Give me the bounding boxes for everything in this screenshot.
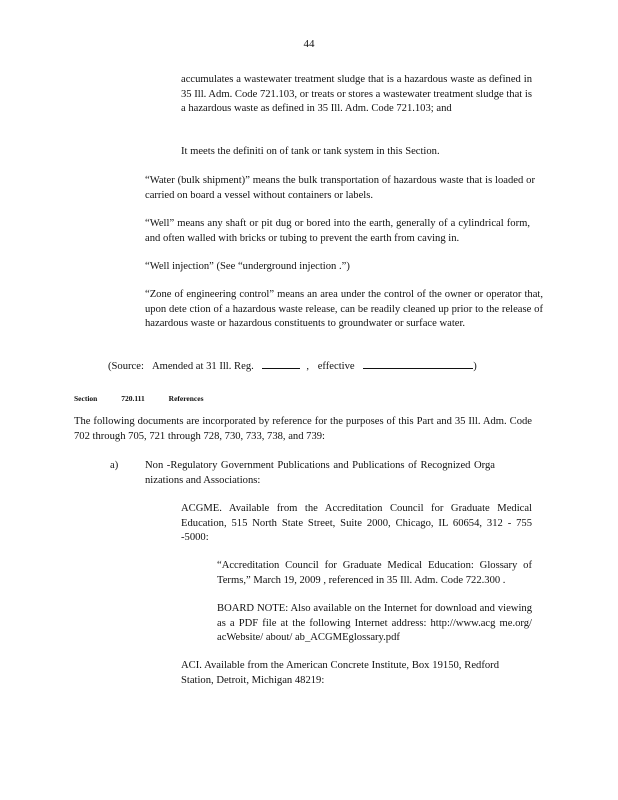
- section-label: Section: [74, 394, 98, 403]
- section-intro: The following documents are incorporated by reference for the purposes of this Part and 35 Ill. Adm. Code 702 through 705, 721 through 728, 730, 733, 738, and 739:: [74, 416, 532, 442]
- page-number: 44: [303, 38, 315, 50]
- source-open: (Source:: [108, 361, 144, 372]
- source-close: ): [473, 361, 477, 372]
- item-a-text: Non -Regulatory Government Publications and Publications of Recognized Orga nizations and Associations:: [145, 460, 495, 486]
- source-note: (Source: Amended at 31 Ill. Reg. , effective ): [108, 358, 483, 375]
- source-amended: Amended at 31 Ill. Reg.: [151, 361, 254, 372]
- effective-date-blank: [363, 358, 473, 369]
- definition-well: “Well” means any shaft or pit dug or bored into the earth, generally of a cylindrical form, and often walled with bricks or tubing to prevent the earth from caving in.: [145, 218, 530, 244]
- section-heading: [74, 392, 226, 407]
- source-effective: effective: [317, 361, 355, 372]
- acgme-reference: “Accreditation Council for Graduate Medical Education: Glossary of Terms,” March 19, 2009 , referenced in 35 Ill. Adm. Code 722.300 .: [217, 560, 532, 586]
- register-page-blank: [262, 358, 300, 369]
- section-number: 720.111: [121, 394, 145, 403]
- acgme-entry: ACGME. Available from the Accreditation Council for Graduate Medical Education, 515 North State Street, Suite 2000, Chicago, IL 60654, 312 - 755 -5000:: [181, 503, 532, 543]
- definition-water-bulk-shipment: “Water (bulk shipment)” means the bulk transportation of hazardous waste that is loaded or carried on board a vessel without containers or labels.: [145, 175, 535, 201]
- board-note: BOARD NOTE: Also available on the Internet for download and viewing as a PDF file at the following Internet address: http://www.acg me.org/ acWebsite/ about/ ab_ACGMEglossary.pdf: [217, 603, 532, 643]
- item-tank: It meets the definiti on of tank or tank system in this Section.: [181, 146, 440, 157]
- aci-entry: ACI. Available from the American Concrete Institute, Box 19150, Redford Station, Detroit, Michigan 48219:: [181, 660, 499, 686]
- section-title: References: [168, 394, 204, 403]
- definition-well-injection: “Well injection” (See “underground injection .”): [145, 261, 350, 272]
- item-a-label: a): [110, 460, 119, 471]
- item-continuation: accumulates a wastewater treatment sludge that is a hazardous waste as defined in 35 Ill. Adm. Code 721.103, or treats or stores a wastewater treatment sludge that is a hazardous waste as defined in 35 Ill. Adm. Code 721.103; and: [181, 74, 532, 114]
- definition-zone-of-engineering-control: “Zone of engineering control” means an area under the control of the owner or operator that, upon dete ction of a hazardous waste release, can be readily cleaned up prior to the release of hazardous waste or hazardous constituents to groundwater or surface water.: [145, 289, 543, 329]
